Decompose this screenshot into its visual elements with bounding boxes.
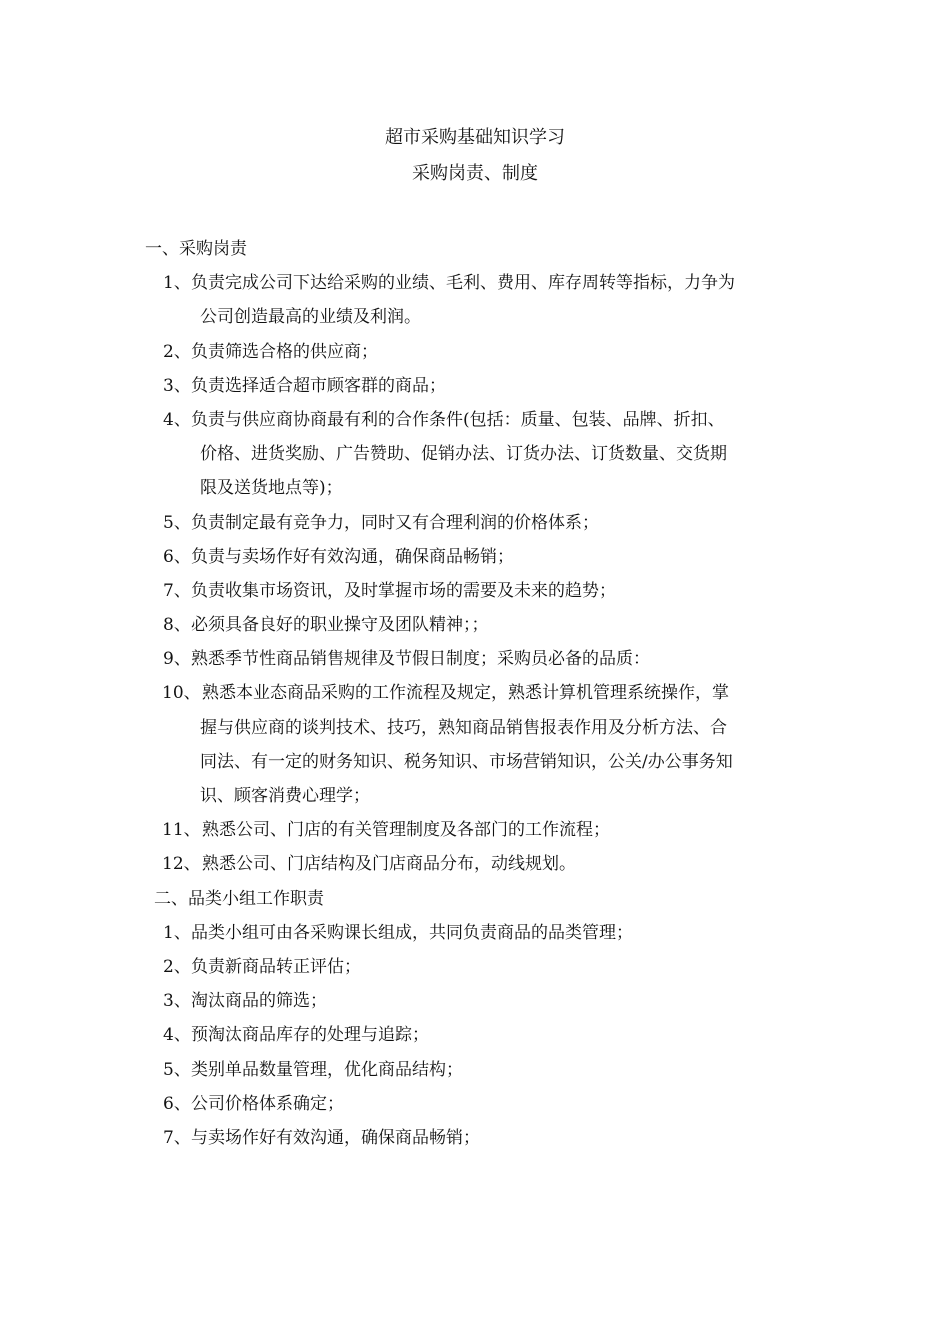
list-item: 1、 品类小组可由各采购课长组成，共同负责商品的品类管理； [0, 916, 950, 950]
item-text: 负责选择适合超市顾客群的商品； [191, 375, 446, 396]
section-heading-1 [0, 232, 950, 266]
list-item: 7、 负责收集市场资讯，及时掌握市场的需要及未来的趋势； [0, 574, 950, 608]
list-item: 8、 必须具备良好的职业操守及团队精神；； [0, 608, 950, 642]
document-body [0, 232, 950, 1155]
item-text: 负责完成公司下达给采购的业绩、毛利、费用、库存周转等指标，力争为 [191, 273, 735, 294]
item-text: 类别单品数量管理，优化商品结构； [191, 1059, 463, 1080]
list-item: 4、 负责与供应商协商最有利的合作条件(包括：质量、包装、品牌、折扣、 [0, 403, 950, 437]
item-text: 价格、进货奖励、广告赞助、促销办法、订货办法、订货数量、交货期 [200, 444, 727, 465]
list-item-continuation [0, 745, 950, 779]
item-text: 熟悉公司、门店的有关管理制度及各部门的工作流程； [202, 820, 610, 841]
item-text: 淘汰商品的筛选； [191, 991, 327, 1012]
section-heading-2 [0, 882, 950, 916]
item-text: 负责筛选合格的供应商； [191, 341, 378, 362]
item-text: 品类小组可由各采购课长组成，共同负责商品的品类管理； [191, 922, 633, 943]
list-item-continuation [0, 300, 950, 334]
item-text: 负责制定最有竞争力，同时又有合理利润的价格体系； [191, 512, 599, 533]
list-item: 1、 负责完成公司下达给采购的业绩、毛利、费用、库存周转等指标，力争为 [0, 266, 950, 300]
list-item: 7、 与卖场作好有效沟通，确保商品畅销； [0, 1121, 950, 1155]
section-heading-text: 二、品类小组工作职责 [154, 888, 324, 909]
list-item: 2、 负责筛选合格的供应商； [0, 335, 950, 369]
item-text: 握与供应商的谈判技术、技巧，熟知商品销售报表作用及分析方法、合 [200, 717, 727, 738]
list-item: 5、 类别单品数量管理，优化商品结构； [0, 1053, 950, 1087]
item-text: 识、顾客消费心理学； [200, 786, 370, 806]
list-item-continuation [0, 437, 950, 471]
list-item: 5、 负责制定最有竞争力，同时又有合理利润的价格体系； [0, 506, 950, 540]
list-item: 11、 熟悉公司、门店的有关管理制度及各部门的工作流程； [0, 813, 950, 847]
list-item-continuation [0, 779, 950, 813]
list-item: 3、 淘汰商品的筛选； [0, 984, 950, 1018]
list-item: 6、 公司价格体系确定； [0, 1087, 950, 1121]
document-title: 超市采购基础知识学习 [385, 127, 565, 148]
item-text: 同法、有一定的财务知识、税务知识、市场营销知识，公关/办公事务知 [200, 751, 733, 772]
item-text: 熟悉公司、门店结构及门店商品分布，动线规划。 [202, 854, 576, 875]
list-item: 2、 负责新商品转正评估； [0, 950, 950, 984]
item-text: 限及送货地点等)； [200, 478, 343, 499]
section-heading-text: 一、采购岗责 [145, 239, 247, 259]
list-item-continuation [0, 471, 950, 505]
list-item: 4、 预淘汰商品库存的处理与追踪； [0, 1018, 950, 1052]
list-item: 3、 负责选择适合超市顾客群的商品； [0, 369, 950, 403]
item-text: 公司创造最高的业绩及利润。 [200, 307, 421, 328]
list-item-continuation [0, 711, 950, 745]
item-text: 负责与供应商协商最有利的合作条件(包括：质量、包装、品牌、折扣、 [191, 409, 725, 430]
list-item: 12、 熟悉公司、门店结构及门店商品分布，动线规划。 [0, 847, 950, 881]
item-text: 熟悉季节性商品销售规律及节假日制度；采购员必备的品质： [191, 649, 650, 670]
document-subtitle: 采购岗责、制度 [412, 163, 538, 184]
list-item: 6、 负责与卖场作好有效沟通，确保商品畅销； [0, 540, 950, 574]
item-text: 预淘汰商品库存的处理与追踪； [191, 1025, 429, 1046]
item-text: 必须具备良好的职业操守及团队精神；； [191, 615, 489, 636]
item-text: 熟悉本业态商品采购的工作流程及规定，熟悉计算机管理系统操作，掌 [202, 683, 729, 704]
item-text: 负责新商品转正评估； [191, 956, 361, 977]
list-item: 10、 熟悉本业态商品采购的工作流程及规定，熟悉计算机管理系统操作，掌 [0, 676, 950, 710]
item-text: 负责与卖场作好有效沟通，确保商品畅销； [191, 546, 514, 567]
item-text: 负责收集市场资讯，及时掌握市场的需要及未来的趋势； [191, 580, 616, 601]
item-text: 公司价格体系确定； [191, 1093, 344, 1114]
list-item: 9、 熟悉季节性商品销售规律及节假日制度；采购员必备的品质： [0, 642, 950, 676]
item-text: 与卖场作好有效沟通，确保商品畅销； [191, 1127, 480, 1148]
